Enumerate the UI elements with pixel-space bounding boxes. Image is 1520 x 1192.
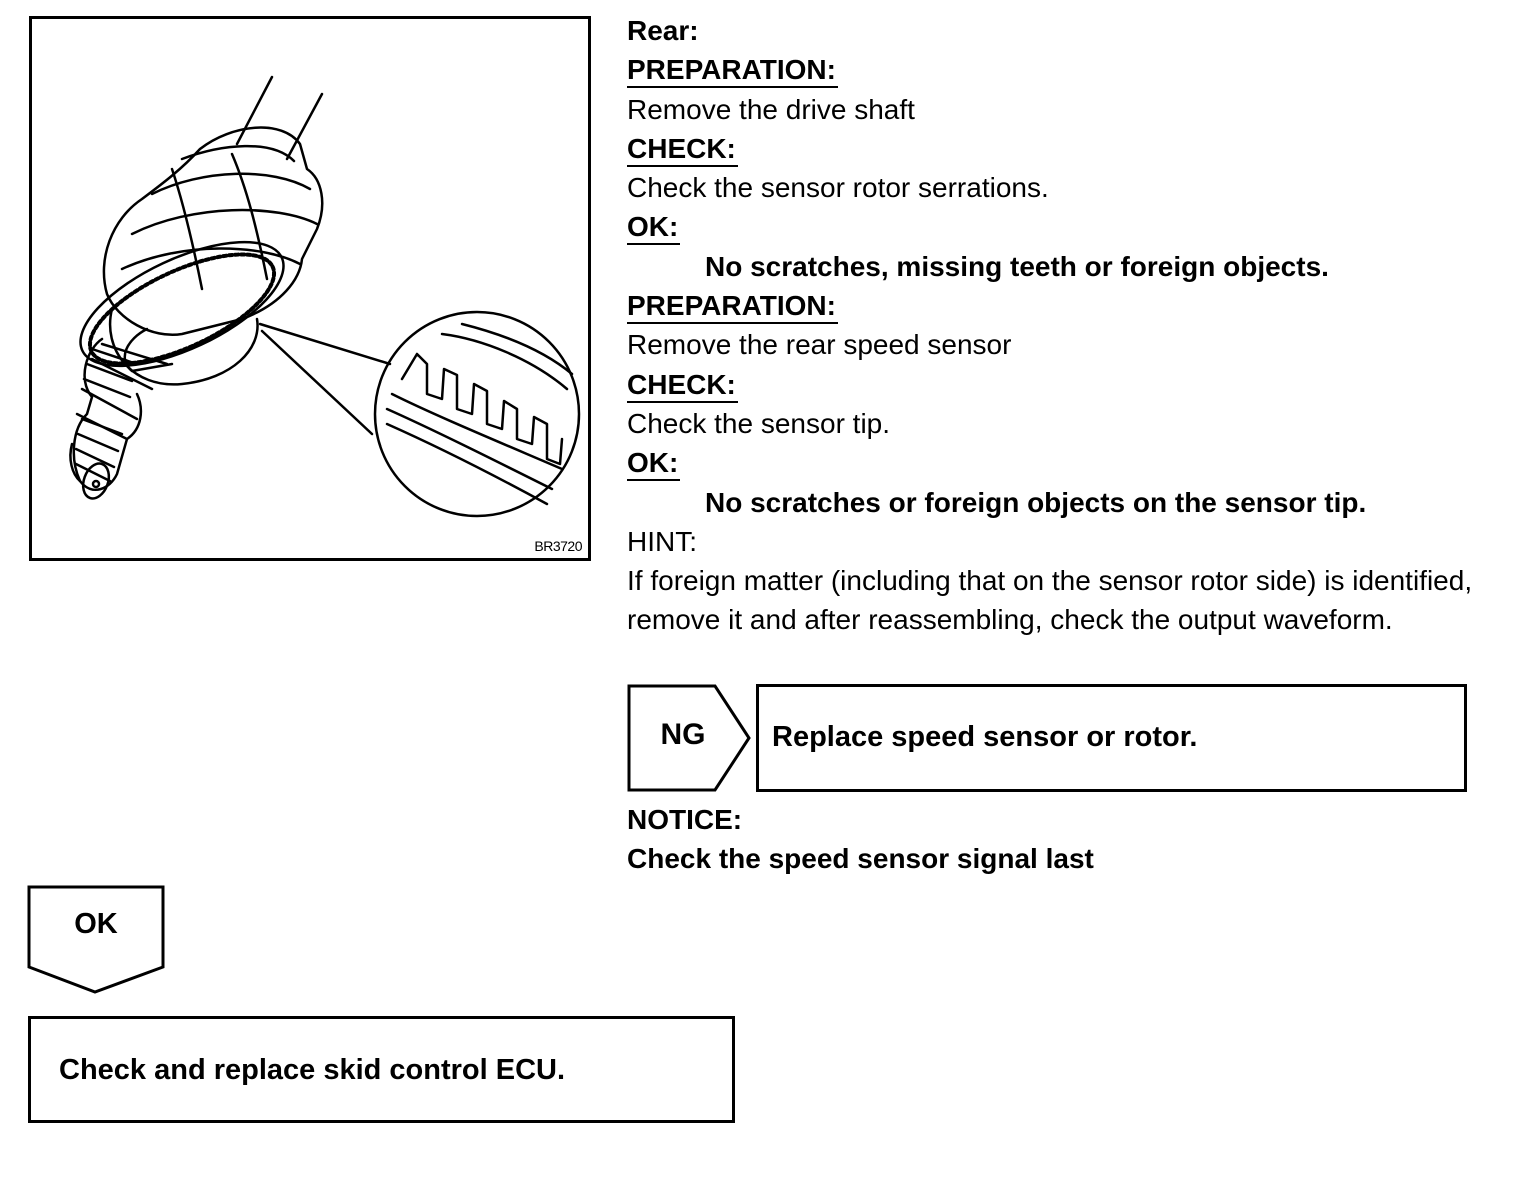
ng-action-text: Replace speed sensor or rotor. [772, 721, 1198, 753]
check-heading-2: CHECK: [627, 369, 738, 403]
preparation-text-1: Remove the drive shaft [627, 93, 915, 125]
drive-shaft-illustration [29, 16, 591, 561]
section-heading: Rear: [627, 15, 699, 46]
hint-text: If foreign matter (including that on the sensor rotor side) is identified, remove it and after reassembling, check the output waveform. [627, 565, 1473, 636]
ng-label: NG [660, 718, 706, 751]
check-heading-1: CHECK: [627, 133, 738, 167]
ng-action-box [756, 684, 1467, 792]
notice-block [627, 800, 1094, 879]
ng-result [627, 684, 1469, 792]
notice-heading: NOTICE: [627, 804, 743, 835]
ok-heading-2: OK: [627, 447, 680, 481]
ok-action-box [28, 1016, 735, 1123]
check-text-1: Check the sensor rotor serrations. [627, 172, 1049, 204]
preparation-heading-2: PREPARATION: [627, 290, 838, 324]
ok-action-text: Check and replace skid control ECU. [59, 1054, 566, 1086]
procedure-text [627, 11, 1497, 640]
ok-criteria-2: No scratches or foreign objects on the sensor tip. [705, 486, 1367, 518]
preparation-text-2: Remove the rear speed sensor [627, 329, 1012, 361]
preparation-heading-1: PREPARATION: [627, 54, 838, 88]
notice-text: Check the speed sensor signal last [627, 843, 1094, 875]
hint-heading: HINT: [627, 525, 697, 557]
ok-label: OK [74, 908, 118, 940]
ok-criteria-1: No scratches, missing teeth or foreign objects. [705, 250, 1329, 282]
drive-shaft-drawing [32, 19, 588, 558]
check-text-2: Check the sensor tip. [627, 407, 891, 439]
figure-code: BR3720 [534, 538, 582, 554]
ok-heading-1: OK: [627, 211, 680, 245]
